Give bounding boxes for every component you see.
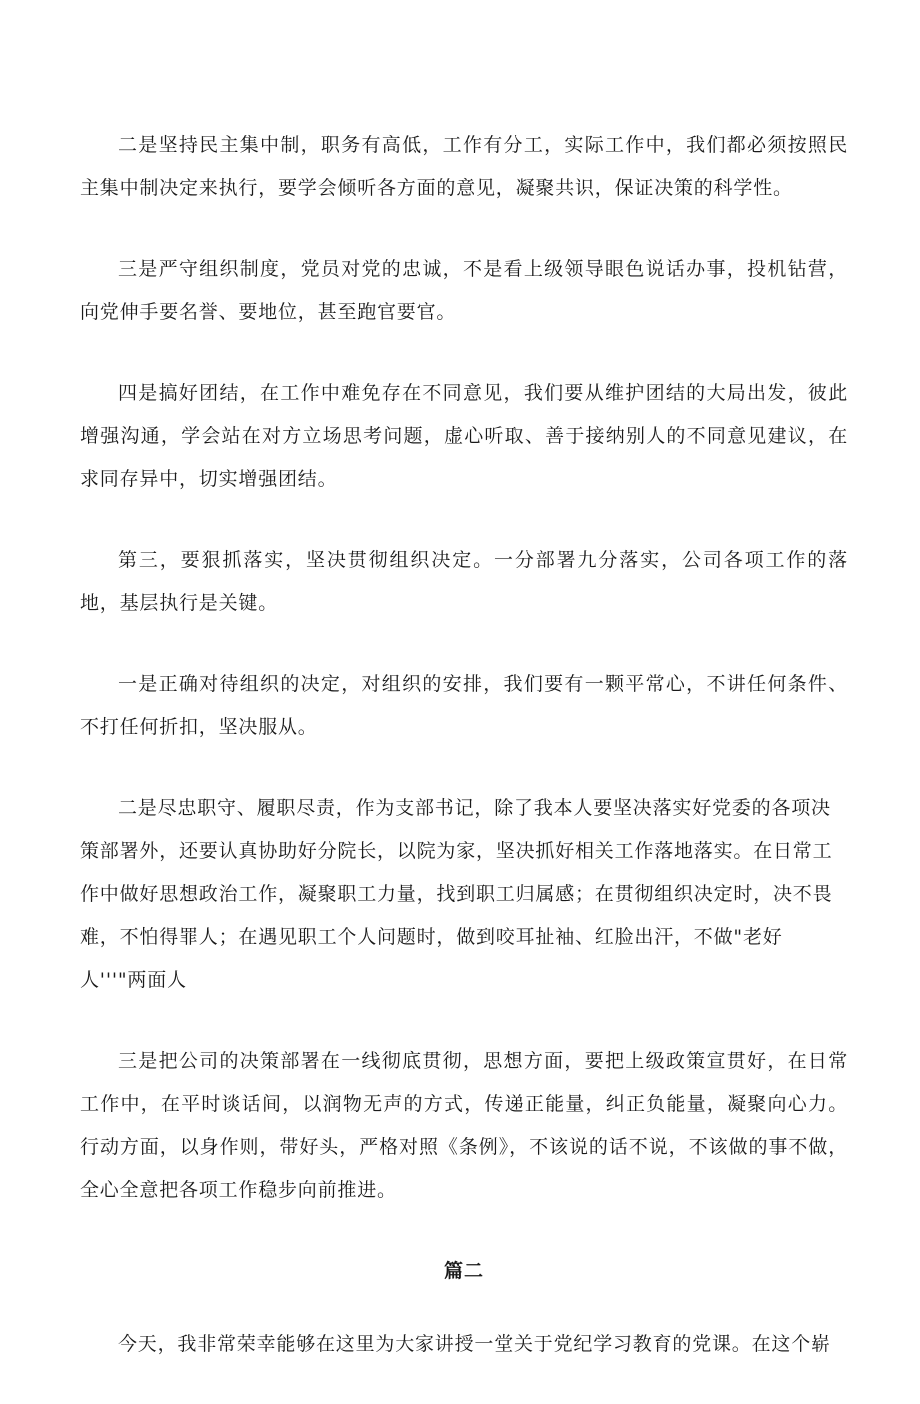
paragraph-intro: 今天，我非常荣幸能够在这里为大家讲授一堂关于党纪学习教育的党课。在这个崭: [118, 1333, 831, 1355]
paragraph-duty: 二是尽忠职守、履职尽责，作为支部书记，除了我本人要坚决落实好党委的各项决策部署外，还要认真协助好分院长，以院为家，坚决抓好相关工作落地落实。在日常工作中做好思想政治工作，凝聚职工力量，找到职工归属感；在贯彻组织决定时，决不畏难，不怕得罪人；在遇见职工个人问题时，做到咬耳扯袖、红脸出汗，不做"老好人'''"两面人: [80, 797, 833, 991]
paragraph-unity: 四是搞好团结，在工作中难免存在不同意见，我们要从维护团结的大局出发，彼此增强沟通，学会站在对方立场思考问题，虚心听取、善于接纳别人的不同意见建议，在求同存异中，切实增强团结。: [80, 382, 848, 490]
section-heading: 篇二: [443, 1260, 484, 1282]
paragraph-frontline: 三是把公司的决策部署在一线彻底贯彻，思想方面，要把上级政策宣贯好，在日常工作中，在平时谈话间，以润物无声的方式，传递正能量，纠正负能量，凝聚向心力。行动方面，以身作则，带好头，严格对照《条例》，不该说的话不说，不该做的事不做，全心全意把各项工作稳步向前推进。: [80, 1050, 848, 1201]
paragraph-implementation: 第三，要狠抓落实，坚决贯彻组织决定。一分部署九分落实，公司各项工作的落地，基层执行是关键。: [80, 549, 848, 614]
paragraph-organizational-rules: 三是严守组织制度，党员对党的忠诚，不是看上级领导眼色说话办事，投机钻营，向党伸手要名誉、要地位，甚至跑官要官。: [80, 258, 848, 323]
paragraph-democratic-centralism: 二是坚持民主集中制，职务有高低，工作有分工，实际工作中，我们都必须按照民主集中制决定来执行，要学会倾听各方面的意见，凝聚共识，保证决策的科学性。: [80, 134, 848, 199]
paragraph-obey-decisions: 一是正确对待组织的决定，对组织的安排，我们要有一颗平常心，不讲任何条件、不打任何折扣，坚决服从。: [80, 673, 848, 738]
document-body: [80, 124, 848, 1404]
